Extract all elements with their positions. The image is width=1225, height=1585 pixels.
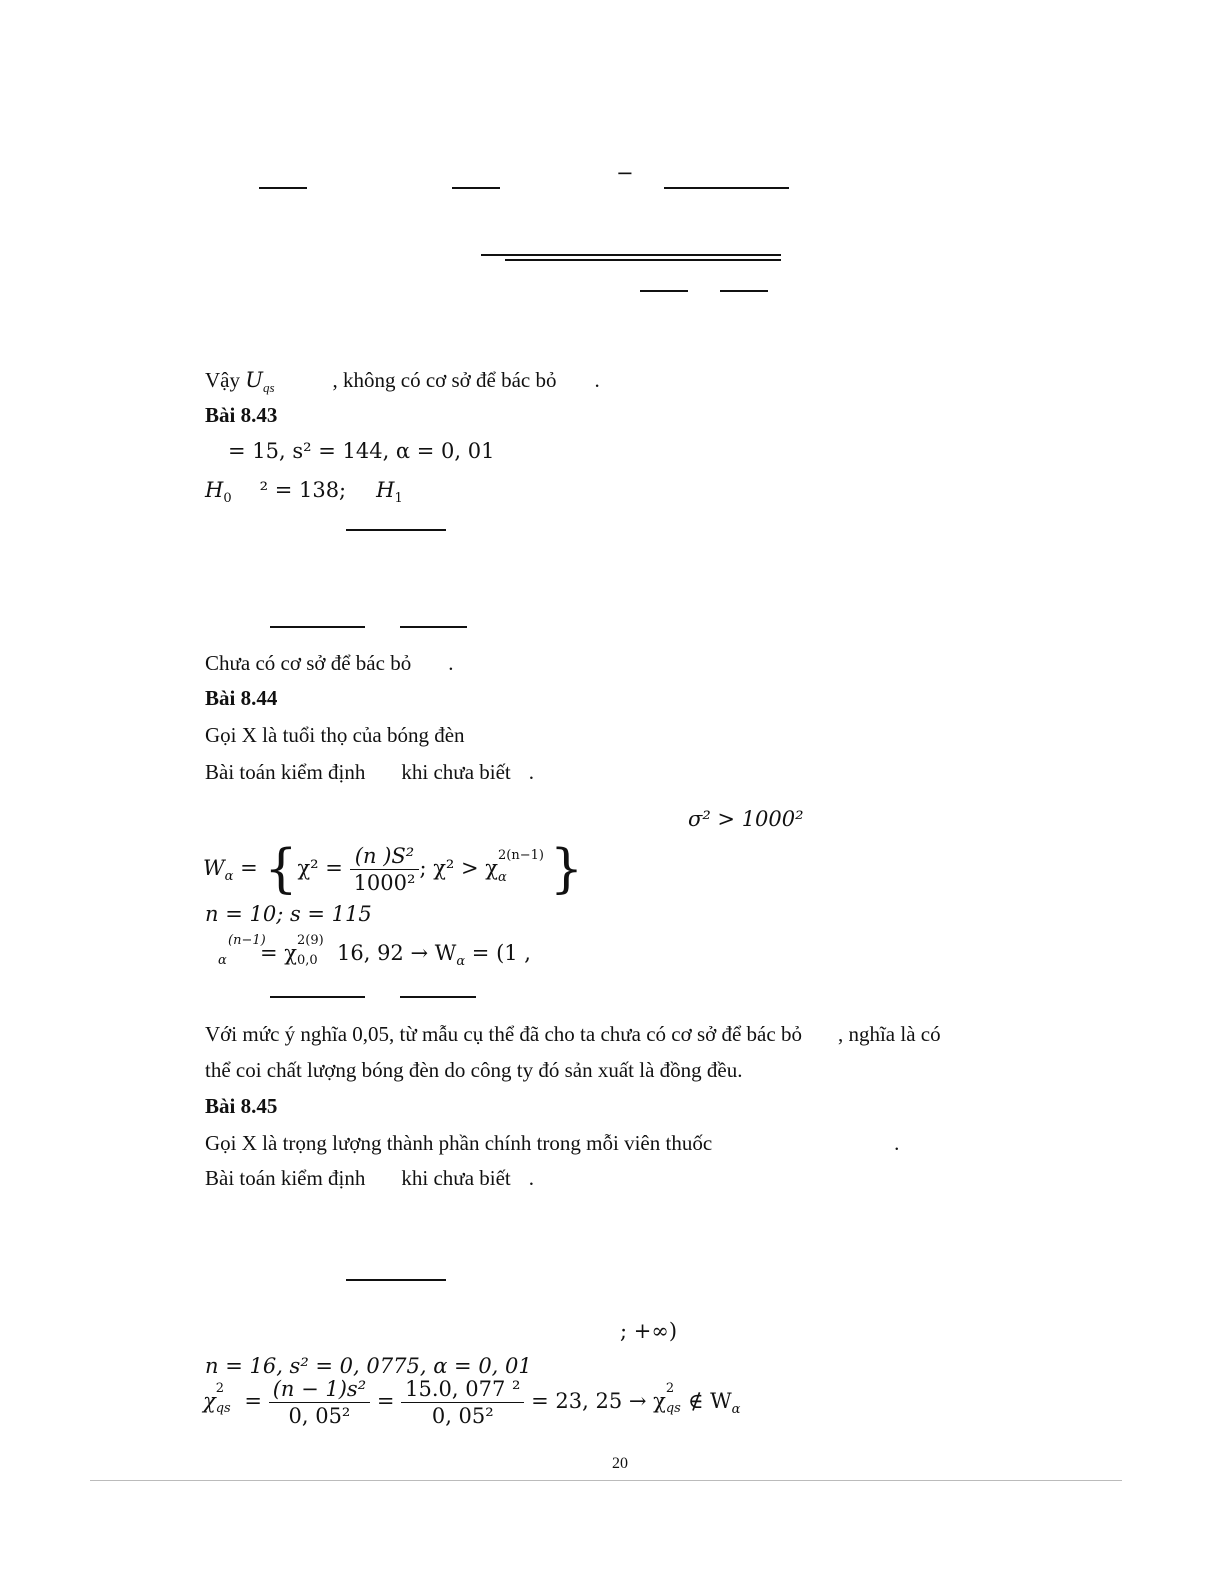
definition-8-45 [205,1130,899,1156]
fraction-2 [401,1376,524,1429]
conclusion-8-43 [205,650,453,676]
crit-tail: = (1 , [471,941,531,965]
fraction-2-denominator: 0, 05² [431,1404,494,1428]
h0-symbol: H [205,478,224,502]
h0-subscript: 0 [223,491,232,506]
result-tail: ∉ W [687,1389,732,1413]
definition-8-44: Gọi X là tuổi thọ của bóng đèn [205,723,465,747]
fraction-bar [270,626,365,628]
rejection-region-8-44 [203,839,584,900]
fraction-bar [346,1279,446,1281]
equals-sign: = [240,856,258,880]
chi-sup: 2 [215,1381,225,1396]
chi-condition-sup: 2(n−1) [498,848,544,863]
fraction-bar [720,290,768,292]
period: . [894,1131,900,1155]
fraction-bar [270,996,365,998]
sqrt-bar [481,254,781,256]
h0-rest: ² = 138; [259,478,347,502]
u-symbol: U [245,368,263,392]
conclusion-8-44-line1 [205,1021,941,1047]
fraction-denominator: 1000² [353,871,416,895]
conclusion-text: Chưa có cơ sở để bác bỏ [205,651,412,675]
given-values-8-43: = 15, s² = 144, α = 0, 01 [228,439,495,463]
previous-conclusion [205,367,600,401]
equals-sign: = [376,1389,395,1413]
task-text-a: Bài toán kiểm định [205,760,366,784]
fraction-bar [400,996,476,998]
prefix-text: Vậy [205,368,246,392]
fraction-numerator: (n )S² [350,843,420,870]
footer-divider [90,1480,1122,1481]
fraction-1-denominator: 0, 05² [288,1404,351,1428]
w-subscript: α [224,869,234,884]
chi-condition-sub: α [498,870,507,885]
crit-a-sub: α [218,953,227,968]
problem-title-8-44: Bài 8.44 [205,686,278,710]
chi-lhs: χ² = [297,856,343,880]
result-value: = 23, 25 → χ [531,1389,666,1413]
statistic-fraction [350,843,420,896]
period: . [528,1166,535,1190]
u-subscript: qs [262,380,275,395]
task-text-b: khi chưa biết [401,1166,511,1190]
fraction-2-numerator: 15.0, 077 ² [401,1376,524,1403]
conclusion-text: , không có cơ sở để bác bỏ [332,368,557,392]
fraction-bar [259,187,307,189]
period: . [528,760,535,784]
chi-symbol: χ [203,1389,216,1413]
conclusion-text-b: , nghĩa là có [837,1022,941,1046]
crit-sub: 0,0 [297,953,318,968]
crit-a-sup: (n−1) [228,933,266,948]
task-8-44 [205,759,534,785]
equals-sign: = [244,1389,263,1413]
task-text-a: Bài toán kiểm định [205,1166,366,1190]
chi-sub: qs [215,1401,231,1416]
conclusion-8-44-line2: thể coi chất lượng bóng đèn do công ty đó sản xuất là đồng đều. [205,1058,743,1082]
sqrt-bar [505,259,781,261]
definition-text: Gọi X là trọng lượng thành phần chính trong mỗi viên thuốc [205,1131,713,1155]
fraction-bar [400,626,467,628]
rejection-region-tail: ; +∞) [620,1319,678,1343]
problem-title-8-43: Bài 8.43 [205,403,278,427]
fraction-1 [269,1376,370,1429]
given-values-8-45: n = 16, s² = 0, 0775, α = 0, 01 [205,1354,532,1378]
minus-sign: − [616,161,634,185]
w-symbol: W [203,856,225,880]
result-w-sub: α [731,1402,741,1417]
task-8-45 [205,1165,534,1191]
right-brace: } [550,839,584,900]
task-text-b: khi chưa biết [401,760,511,784]
left-brace: { [264,839,298,900]
conclusion-text-a: Với mức ý nghĩa 0,05, từ mẫu cụ thể đã cho ta chưa có cơ sở để bác bỏ [205,1022,802,1046]
h1-symbol: H [376,478,395,502]
problem-title-8-45: Bài 8.45 [205,1094,278,1118]
crit-w-sub: α [456,954,466,969]
fraction-bar [664,187,789,189]
result-sub: qs [665,1401,681,1416]
crit-eq: = χ [260,941,297,965]
chi-condition: ; χ² > χ [419,856,499,880]
given-values-8-44: n = 10; s = 115 [205,902,372,926]
hypotheses-8-43 [205,477,403,512]
crit-sup: 2(9) [297,933,324,948]
crit-value: 16, 92 → W [337,941,457,965]
result-sup: 2 [665,1381,675,1396]
test-statistic-8-45 [203,1376,740,1429]
fraction-1-numerator: (n − 1)s² [269,1376,370,1403]
page-number: 20 [612,1455,628,1472]
fraction-bar [640,290,688,292]
critical-value-8-44 [218,933,531,975]
fraction-bar [346,529,446,531]
h1-subscript: 1 [394,491,403,506]
fraction-bar [452,187,500,189]
period: . [448,651,454,675]
alternative-hypothesis: σ² > 1000² [688,807,804,831]
period: . [594,368,600,392]
